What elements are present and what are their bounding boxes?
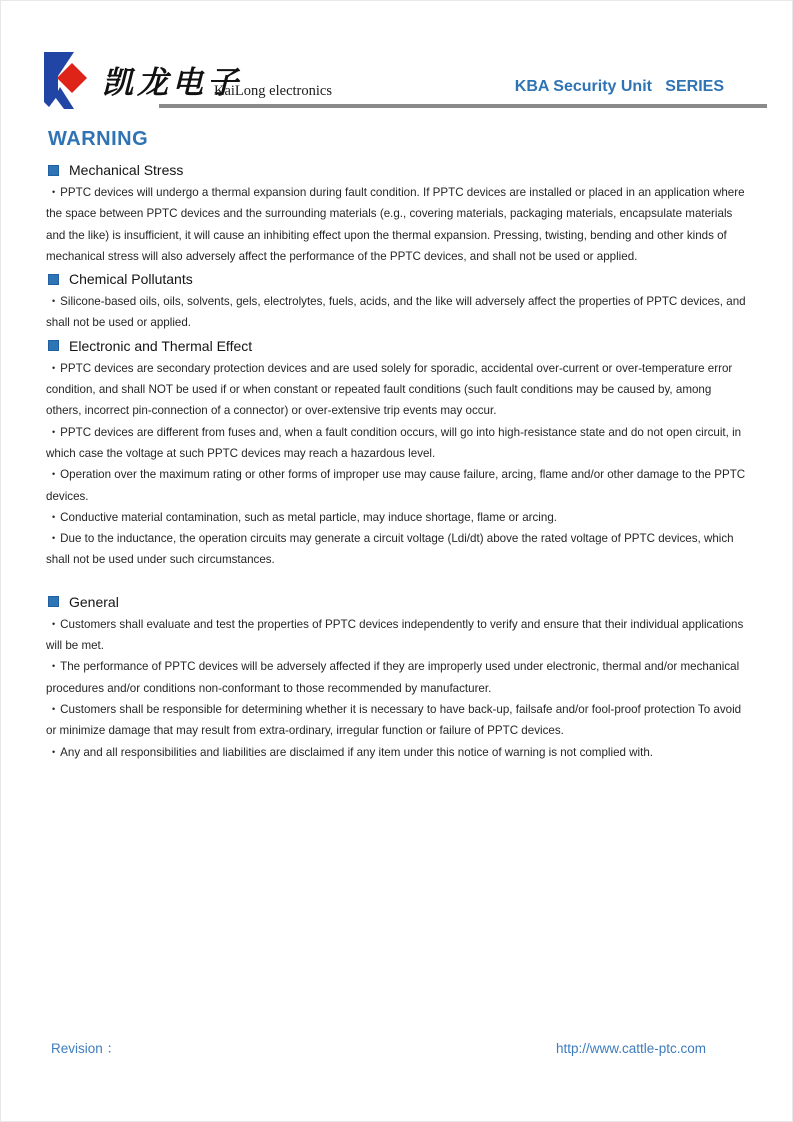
paragraph-text: Conductive material contamination, such as metal particle, may induce shortage, flame or arcing. [60, 510, 557, 524]
paragraph-text: PPTC devices are different from fuses and, when a fault condition occurs, will go into high-resistance state and do not open circuit, in which case the voltage at such PPTC devices may reach a hazardous level. [46, 425, 742, 460]
square-bullet-icon [48, 340, 59, 351]
section-heading [48, 593, 747, 611]
section-heading-label: General [69, 593, 119, 610]
section-heading-label: Mechanical Stress [69, 162, 184, 178]
paragraph-text: Customers shall be responsible for determining whether it is necessary to have back-up, failsafe and/or fool-proof protection To avoid or minimize damage that may result from extra-ordinary, irregular function or failure of PPTC devices. [46, 702, 742, 738]
dot-bullet-icon: • [52, 296, 56, 307]
paragraph-text: Operation over the maximum rating or other forms of improper use may cause failure, arcing, flame and/or other damage to the PPTC devices. [46, 468, 746, 503]
square-bullet-icon [48, 596, 59, 607]
warning-paragraph [46, 182, 747, 267]
paragraph-text: Any and all responsibilities and liabilities are disclaimed if any item under this notice of warning is not complied with. [60, 745, 654, 759]
paragraph-text: Customers shall evaluate and test the properties of PPTC devices independently to verify and ensure that their individual applications will be met. [46, 617, 744, 653]
paragraph-text: PPTC devices will undergo a thermal expansion during fault condition. If PPTC devices are installed or placed in an application where the space between PPTC devices and the surrounding materials (e.g., covering materials, packaging materials, encapsulate materials and the like) is insufficient, it will cause an inhibiting effect upon the thermal expansion. Pressing, twisting, bending and other kinds of mechanical stress will also adversely affect the performance of the PPTC devices, and shall not be used or applied. [46, 186, 745, 263]
page-title: WARNING [48, 128, 149, 150]
section-electronic-thermal-effect [46, 337, 747, 571]
dot-bullet-icon: • [52, 703, 56, 714]
dot-bullet-icon: • [52, 618, 56, 629]
warning-paragraph [46, 358, 747, 422]
warning-paragraph [46, 422, 747, 465]
warning-paragraph [46, 742, 747, 763]
paragraph-text: Silicone-based oils, oils, solvents, gels, electrolytes, fuels, acids, and the like will adversely affect the properties of PPTC devices, and shall not be used or applied. [46, 295, 746, 330]
paragraph-text: Due to the inductance, the operation circuits may generate a circuit voltage (Ldi/dt) above the rated voltage of PPTC devices, which shall not be used under such circumstances. [46, 532, 734, 567]
section-heading-label: Chemical Pollutants [69, 271, 193, 288]
dot-bullet-icon: • [52, 469, 56, 480]
warning-paragraph [46, 507, 747, 528]
revision-label: Revision ： [51, 1041, 121, 1056]
section-heading [48, 270, 747, 288]
warning-paragraph [46, 614, 747, 657]
warning-paragraph [46, 528, 747, 571]
square-bullet-icon [48, 274, 59, 285]
dot-bullet-icon: • [52, 746, 56, 757]
dot-bullet-icon: • [52, 533, 56, 544]
warning-paragraph [46, 464, 747, 507]
square-bullet-icon [48, 165, 59, 176]
paragraph-text: PPTC devices are secondary protection devices and are used solely for sporadic, accidental over-current or over-temperature error condition, and shall NOT be used if or when constant or repeated fault conditions (such fault conditions may be caused by, among others, incorrect pin-connection of a connector) or over-extensive trip events may occur. [46, 361, 733, 418]
warning-content [46, 128, 747, 763]
warning-paragraph [46, 291, 747, 334]
warning-paragraph [46, 656, 747, 699]
section-mechanical-stress [46, 161, 747, 267]
dot-bullet-icon: • [52, 187, 56, 197]
website-link[interactable]: http://www.cattle-ptc.com [555, 1041, 706, 1056]
page-footer [51, 1037, 706, 1057]
paragraph-text: The performance of PPTC devices will be adversely affected if they are improperly used under electronic, thermal and/or mechanical procedures and/or conditions non-conformant to those recommended by manufacturer. [46, 660, 740, 695]
warning-paragraph [46, 699, 747, 742]
series-title: KBA Security Unit SERIES [514, 78, 724, 95]
dot-bullet-icon: • [52, 362, 56, 373]
section-chemical-pollutants [46, 270, 747, 334]
brand-english-name: KaiLong electronics [214, 83, 332, 99]
section-heading-label: Electronic and Thermal Effect [69, 337, 253, 354]
section-heading [48, 161, 747, 179]
section-general [46, 593, 747, 763]
header-divider [159, 104, 767, 108]
kailong-logo-icon [41, 51, 91, 111]
dot-bullet-icon: • [52, 511, 56, 522]
brand-chinese-name: 凯龙电子 [102, 65, 242, 101]
dot-bullet-icon: • [52, 426, 56, 437]
dot-bullet-icon: • [52, 661, 56, 672]
section-heading [48, 337, 747, 355]
